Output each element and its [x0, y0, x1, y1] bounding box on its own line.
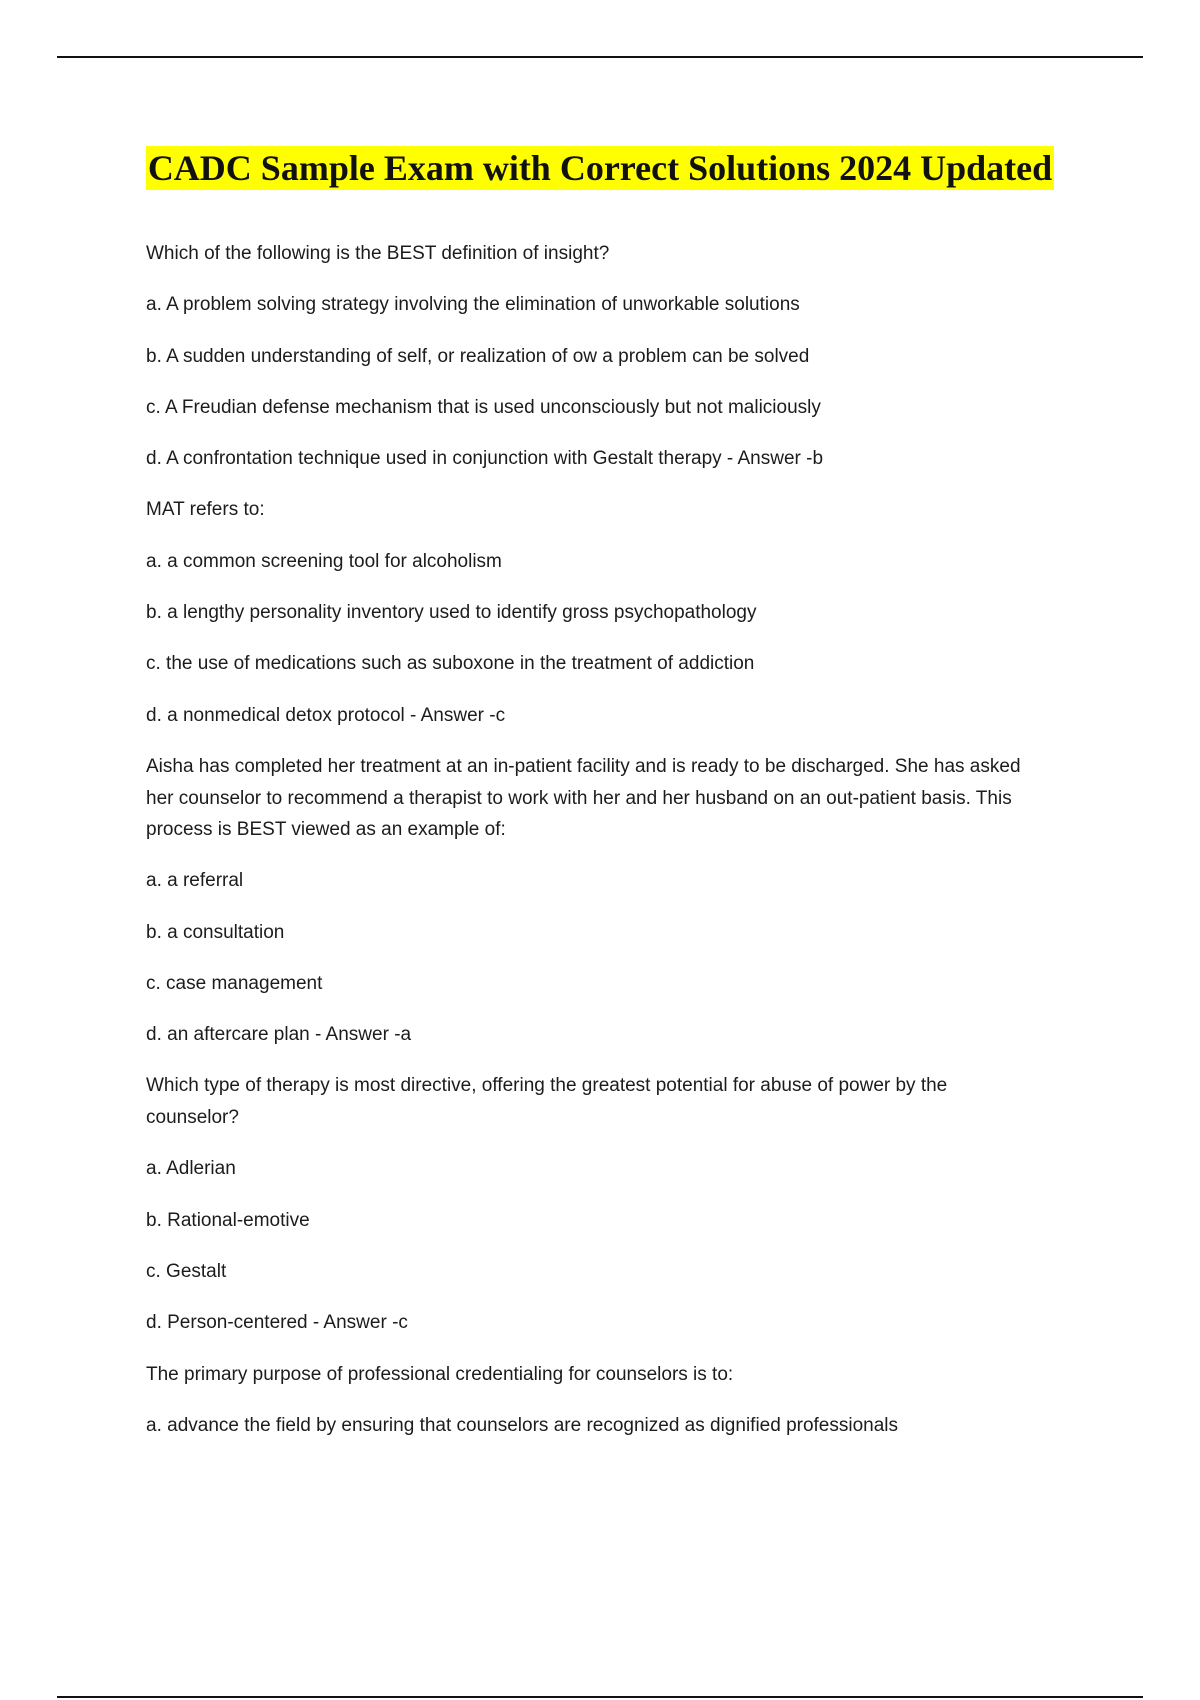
question-1-option-d-answer: d. A confrontation technique used in conjunction with Gestalt therapy - Answer -b: [146, 448, 824, 469]
top-divider: [57, 56, 1143, 58]
document-title: CADC Sample Exam with Correct Solutions 2024 Updated: [147, 148, 1053, 188]
question-3-text-line-1: Aisha has completed her treatment at an in-patient facility and is ready to be discharged. She has asked: [146, 756, 1021, 777]
question-3-text-line-3: process is BEST viewed as an example of:: [146, 819, 506, 840]
question-4-option-d-answer: d. Person-centered - Answer -c: [146, 1312, 408, 1333]
question-2-option-d-answer: d. a nonmedical detox protocol - Answer -c: [146, 705, 506, 726]
question-4-text-line-1: Which type of therapy is most directive, offering the greatest potential for abuse of power by the: [146, 1075, 948, 1096]
question-3-option-a: a. a referral: [146, 870, 244, 891]
question-2-option-a: a. a common screening tool for alcoholism: [146, 551, 502, 572]
question-2-text: MAT refers to:: [146, 499, 265, 520]
bottom-divider: [57, 1696, 1143, 1698]
question-4-option-a: a. Adlerian: [146, 1158, 236, 1179]
question-1-option-b: b. A sudden understanding of self, or realization of ow a problem can be solved: [146, 346, 810, 367]
question-1-text: Which of the following is the BEST definition of insight?: [146, 243, 610, 264]
question-4-option-b: b. Rational-emotive: [146, 1210, 310, 1231]
question-3-text-line-2: her counselor to recommend a therapist to work with her and her husband on an out-patient basis. This: [146, 788, 1012, 809]
question-3-option-d-answer: d. an aftercare plan - Answer -a: [146, 1024, 412, 1045]
question-5-text: The primary purpose of professional credentialing for counselors is to:: [146, 1364, 734, 1385]
question-4-option-c: c. Gestalt: [146, 1261, 227, 1282]
question-4-text-line-2: counselor?: [146, 1107, 239, 1128]
question-3-option-c: c. case management: [146, 973, 323, 994]
question-1-option-a: a. A problem solving strategy involving the elimination of unworkable solutions: [146, 294, 800, 315]
question-2-option-c: c. the use of medications such as suboxone in the treatment of addiction: [146, 653, 755, 674]
question-1-option-c: c. A Freudian defense mechanism that is used unconsciously but not maliciously: [146, 397, 821, 418]
question-2-option-b: b. a lengthy personality inventory used to identify gross psychopathology: [146, 602, 757, 623]
question-5-option-a: a. advance the field by ensuring that counselors are recognized as dignified professionals: [146, 1415, 899, 1436]
question-3-option-b: b. a consultation: [146, 922, 285, 943]
title-container: [0, 146, 1200, 190]
